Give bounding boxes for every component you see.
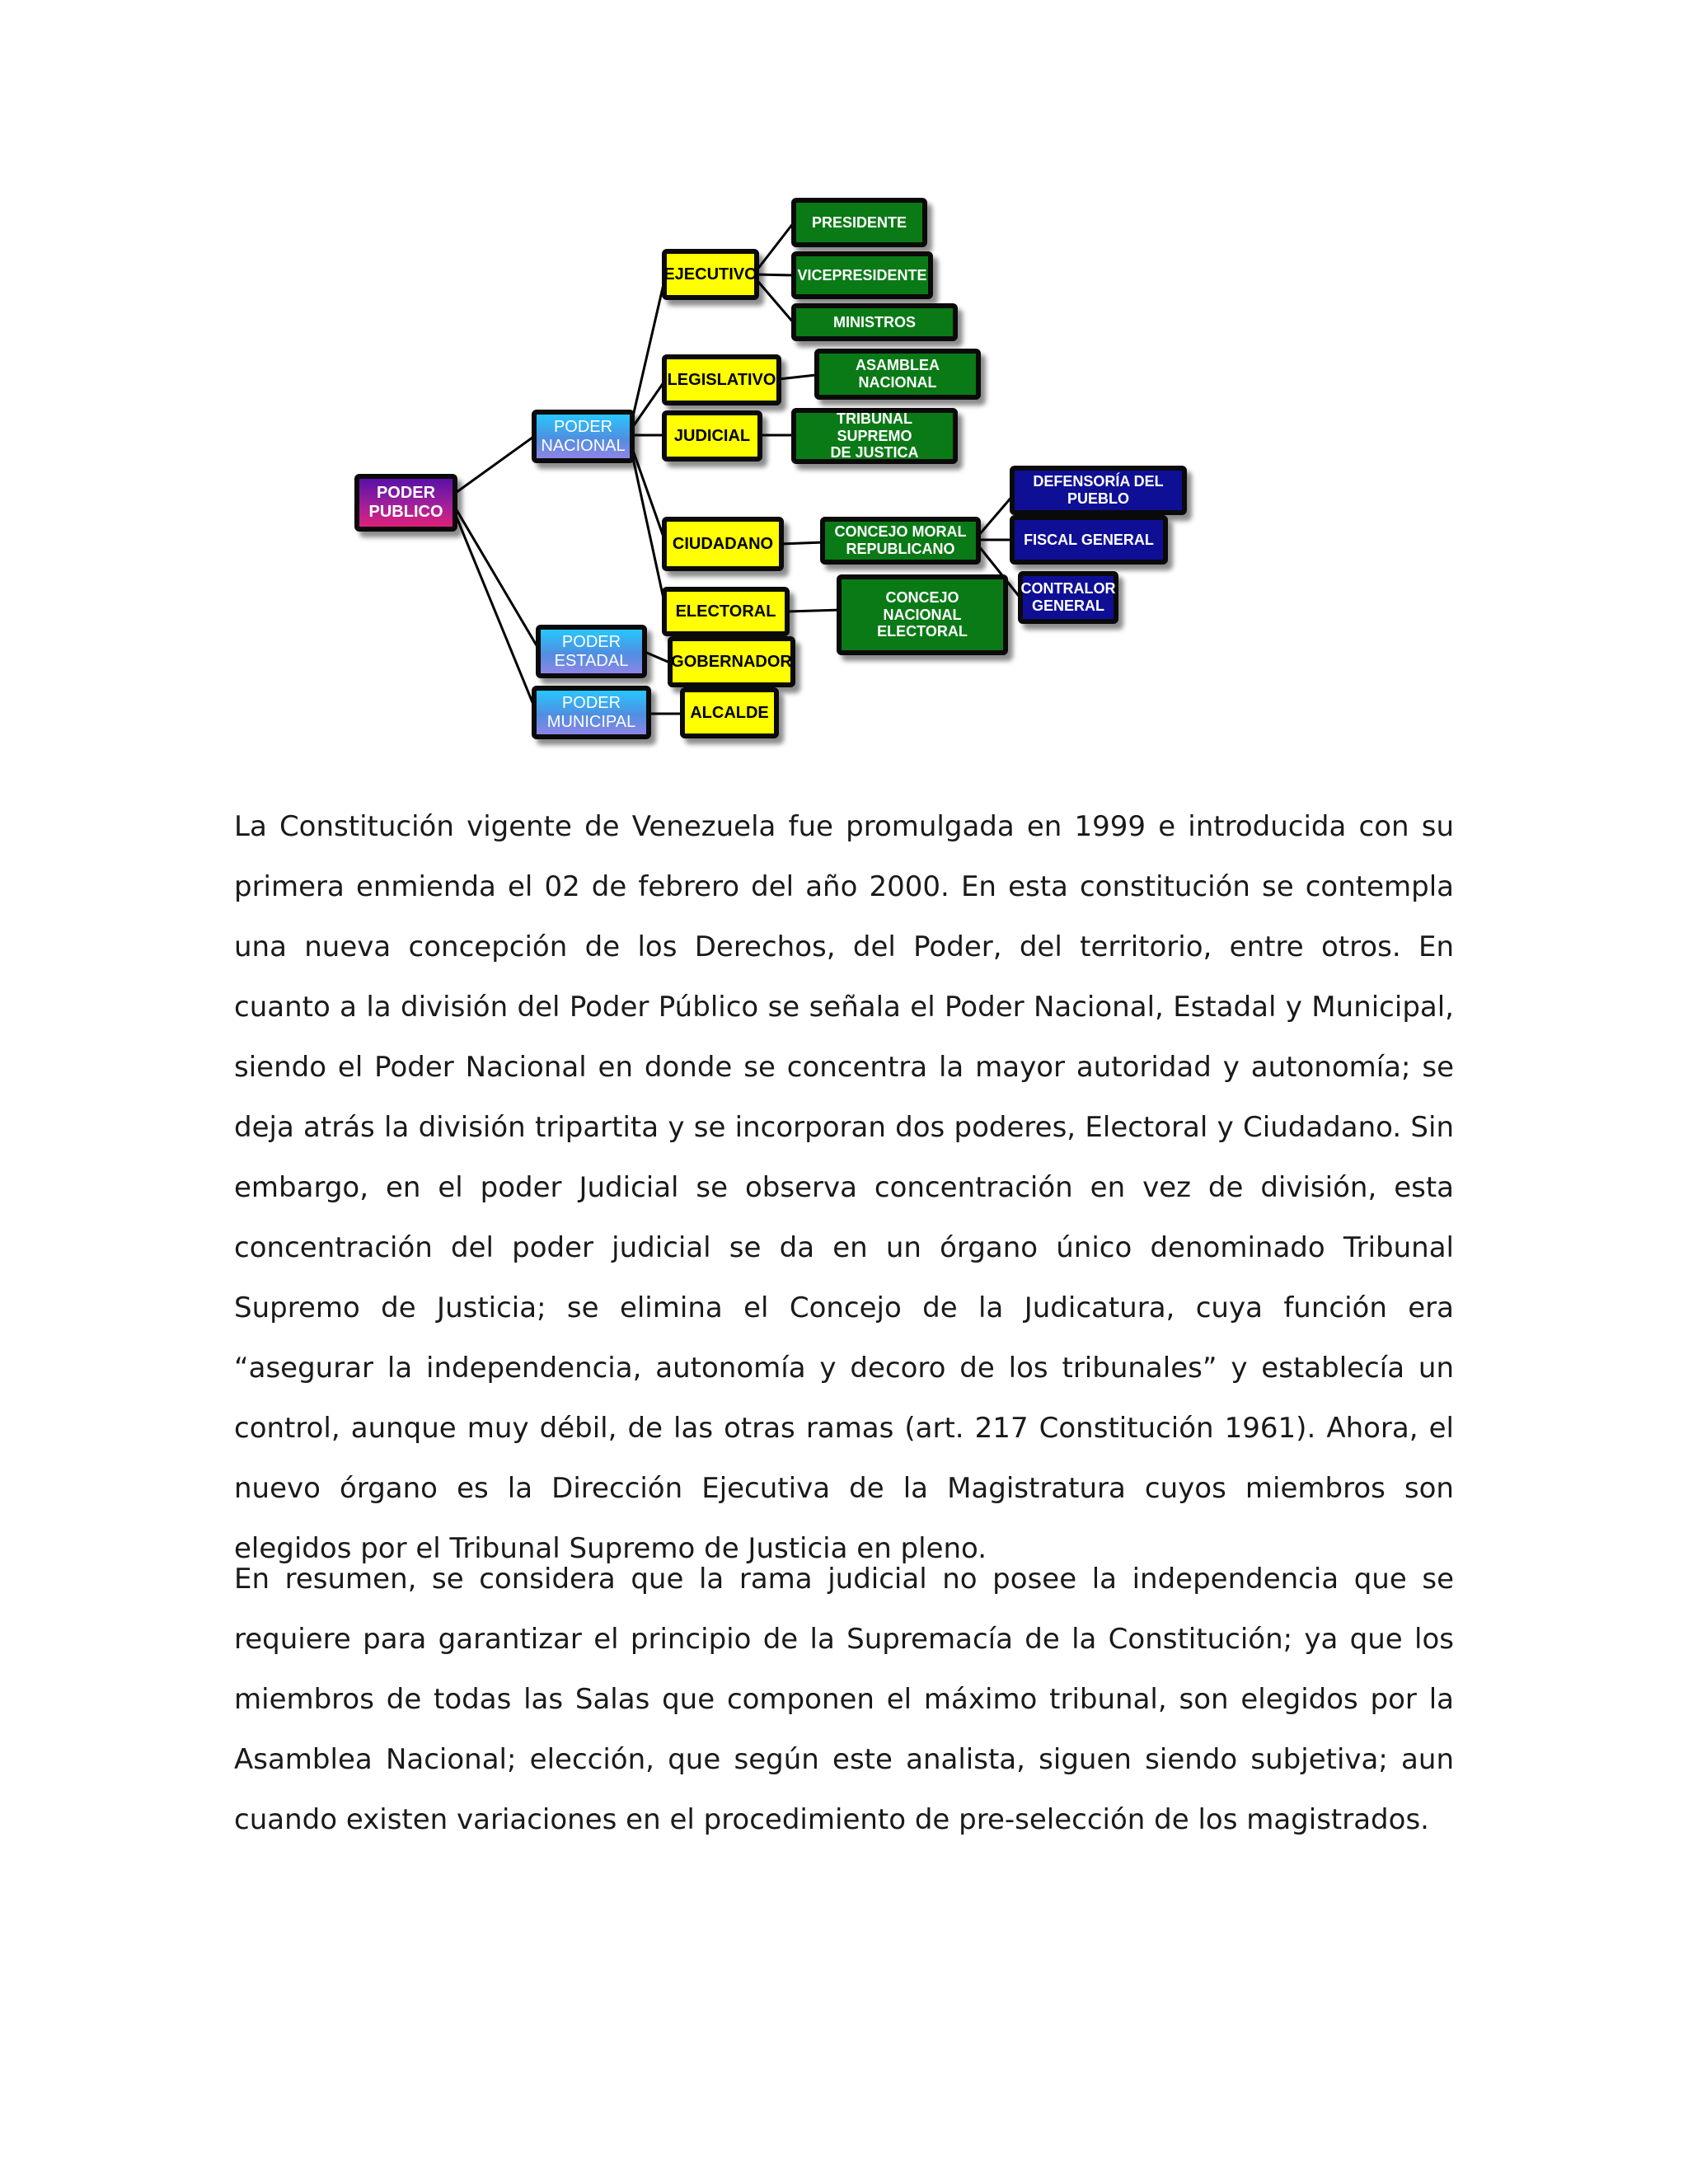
paragraph-1: La Constitución vigente de Venezuela fue promulgada en 1999 e introducida con su primera enmienda el 02 de febrero del año 2000. En esta constitución se contempla una nueva concepción de los Derechos, del Poder, del territorio, entre otros. En cuanto a la división del Poder Público se señala el Poder Nacional, Estadal y Municipal, siendo el Poder Nacional en donde se concentra la mayor autoridad y autonomía; se deja atrás la división tripartita y se incorporan dos poderes, Electoral y Ciudadano. Sin embargo, en el poder Judicial se observa concentración en vez de división, esta concentración del poder judicial se da en un órgano único denominado Tribunal Supremo de Justicia; se elimina el Concejo de la Judicatura, cuya función era “asegurar la independencia, autonomía y decoro de los tribunales” y establecía un control, aunque muy débil, de las otras ramas (art. 217 Constitución 1961). Ahora, el nuevo órgano es la Dirección Ejecutiva de la Magistratura cuyos miembros son elegidos por el Tribunal Supremo de Justicia en pleno. bbox=[234, 810, 1454, 1565]
node-concejo-electoral bbox=[837, 574, 1008, 655]
node-label: ELECTORAL bbox=[675, 602, 776, 621]
node-fiscal-general bbox=[1010, 515, 1168, 565]
node-defensoria bbox=[1010, 466, 1187, 515]
node-label: CONTRALOR GENERAL bbox=[1020, 580, 1116, 614]
node-presidente bbox=[791, 198, 927, 247]
node-label: PODER ESTADAL bbox=[554, 632, 629, 670]
node-alcalde bbox=[680, 687, 779, 738]
node-label: LEGISLATIVO bbox=[667, 370, 776, 389]
node-label: TRIBUNAL SUPREMO DE JUSTICA bbox=[830, 410, 919, 462]
node-label: CONCEJO MORAL REPUBLICANO bbox=[834, 523, 967, 557]
node-ciudadano bbox=[662, 517, 784, 571]
node-label: JUDICIAL bbox=[673, 426, 751, 445]
node-vicepresidente bbox=[791, 251, 933, 299]
node-poder-nacional bbox=[532, 410, 635, 463]
node-ejecutivo bbox=[662, 249, 759, 300]
connector-line bbox=[754, 277, 794, 323]
node-poder-estadal bbox=[536, 625, 647, 678]
connector-line bbox=[453, 435, 536, 494]
node-poder-publico bbox=[354, 474, 457, 532]
node-label: PRESIDENTE bbox=[811, 213, 907, 231]
connector-line bbox=[978, 494, 1014, 536]
connector-line bbox=[787, 610, 841, 612]
node-gobernador bbox=[668, 636, 795, 687]
node-label: FISCAL GENERAL bbox=[1024, 531, 1154, 548]
connector-line bbox=[754, 223, 794, 274]
node-label: CONCEJO NACIONAL ELECTORAL bbox=[877, 588, 968, 640]
node-label: DEFENSORÍA DEL PUEBLO bbox=[1033, 473, 1164, 507]
node-judicial bbox=[662, 410, 762, 462]
node-poder-municipal bbox=[532, 686, 651, 739]
node-legislativo bbox=[662, 354, 781, 405]
connector-line bbox=[453, 504, 540, 651]
node-label: ALCALDE bbox=[690, 703, 769, 722]
node-asamblea-nacional bbox=[814, 349, 981, 400]
node-tribunal-supremo bbox=[791, 408, 958, 464]
paragraph-2: En resumen, se considera que la rama judicial no posee la independencia que se requiere para garantizar el principio de la Supremacía de la Constitución; ya que los miembros de todas las Salas que componen el máximo tribunal, son elegidos por la Asamblea Nacional; elección, que según este analista, siguen siendo subjetiva; aun cuando existen variaciones en el procedimiento de pre-selección de los magistrados. bbox=[234, 1563, 1454, 1836]
connector-line bbox=[754, 274, 794, 275]
node-label: PODER PUBLICO bbox=[368, 484, 443, 521]
node-label: GOBERNADOR bbox=[671, 652, 792, 671]
node-label: MINISTROS bbox=[832, 313, 916, 330]
node-label: PODER MUNICIPAL bbox=[546, 693, 636, 731]
connector-line bbox=[453, 509, 536, 710]
node-electoral bbox=[662, 587, 790, 636]
node-contralor-general bbox=[1018, 571, 1118, 624]
connector-line bbox=[781, 542, 824, 544]
node-ministros bbox=[791, 303, 958, 341]
node-label: PODER NACIONAL bbox=[541, 417, 626, 455]
connector-line bbox=[779, 375, 816, 379]
node-label: CIUDADANO bbox=[672, 534, 774, 553]
node-label: ASAMBLEA NACIONAL bbox=[856, 357, 940, 391]
node-label: EJECUTIVO bbox=[663, 265, 757, 284]
poder-publico-diagram bbox=[0, 0, 1688, 775]
node-label: VICEPRESIDENTE bbox=[797, 266, 927, 284]
node-concejo-moral bbox=[820, 517, 981, 565]
